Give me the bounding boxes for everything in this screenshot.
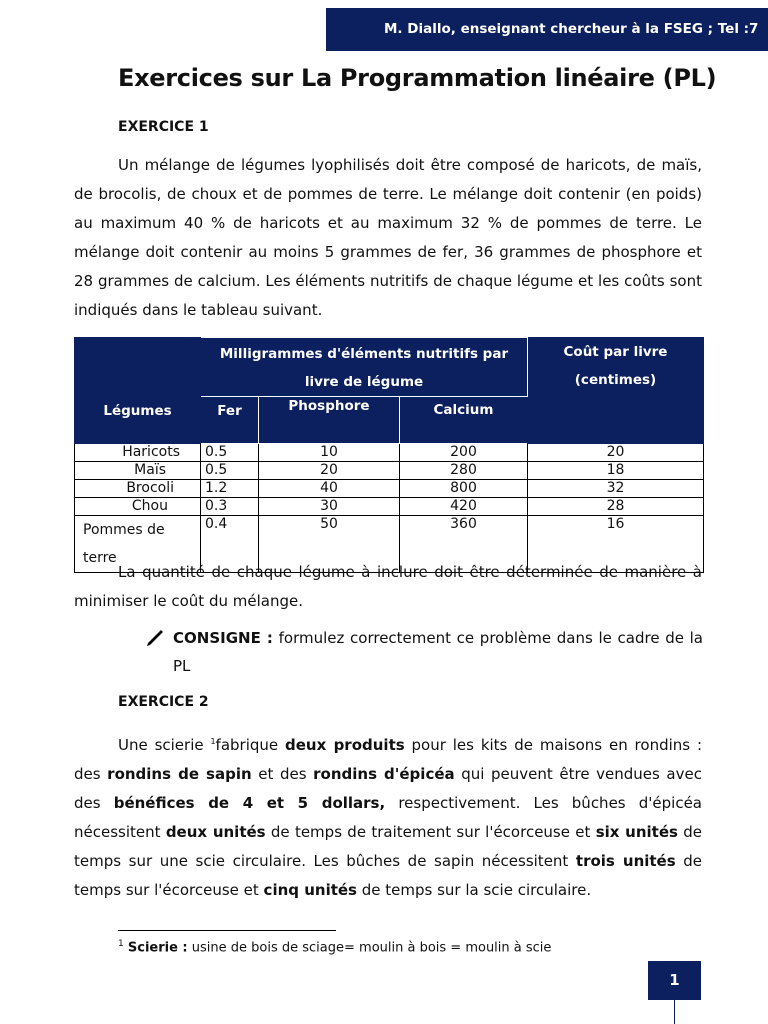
ex2-text-part: Une scierie <box>118 736 211 754</box>
phosphorus-value: 30 <box>259 498 400 516</box>
phosphorus-value: 50 <box>259 516 400 573</box>
ex2-text-part: de temps sur une scie circulaire. Les bûches de sapin nécessitent <box>74 823 702 870</box>
cost-value: 16 <box>528 516 704 573</box>
ex2-text-part: qui peuvent être vendues avec des <box>74 765 702 812</box>
page-title: Exercices sur La Programmation linéaire (PL) <box>118 64 717 92</box>
ex2-text-part: fabrique <box>215 736 285 754</box>
exercise-1-objective-text: La quantité de chaque légume à inclure doit être déterminée de manière à minimiser le coût du mélange. <box>74 563 702 610</box>
calcium-value: 420 <box>400 498 528 516</box>
calcium-value: 200 <box>400 444 528 462</box>
vegetable-name: Haricots <box>75 444 201 462</box>
cost-value: 20 <box>528 444 704 462</box>
ex2-text-part: de temps sur la scie circulaire. <box>357 881 592 899</box>
footnote-term: Scierie : <box>127 940 188 956</box>
vegetable-name: Chou <box>75 498 201 516</box>
ex2-bold-part: deux unités <box>165 823 266 841</box>
iron-value: 0.3 <box>201 498 259 516</box>
footnote-ref[interactable]: 1 <box>210 737 216 746</box>
iron-value: 1.2 <box>201 480 259 498</box>
table-row <box>75 444 704 462</box>
consigne-label: CONSIGNE : <box>173 629 273 647</box>
consigne-block <box>145 624 703 680</box>
ex2-text-part: de temps de traitement sur l'écorceuse et <box>265 823 596 841</box>
calcium-value: 360 <box>400 516 528 573</box>
page-number-rule <box>674 1000 675 1024</box>
iron-value: 0.5 <box>201 462 259 480</box>
ex2-bold-part: rondins d'épicéa <box>313 765 455 783</box>
calcium-value: 800 <box>400 480 528 498</box>
footnote-divider <box>118 930 336 931</box>
phosphorus-header: Phosphore <box>259 397 400 444</box>
ex2-bold-part: rondins de sapin <box>107 765 252 783</box>
page-number-box <box>648 961 701 1000</box>
exercise-1-objective <box>74 558 702 616</box>
phosphorus-value: 40 <box>259 480 400 498</box>
consigne-text: formulez correctement ce problème dans le cadre de la PL <box>173 629 703 675</box>
phosphorus-value: 10 <box>259 444 400 462</box>
header-blank-cell <box>75 338 201 397</box>
pencil-icon <box>145 627 165 647</box>
ex2-bold-part: bénéfices de 4 et 5 dollars, <box>113 794 386 812</box>
page-number: 1 <box>669 971 680 989</box>
ex2-text-part: et des <box>251 765 314 783</box>
ex2-bold-part: six unités <box>595 823 678 841</box>
consigne-text-block <box>173 624 703 680</box>
vegetable-name: Pommes de terre <box>75 516 201 573</box>
ex2-text-part: pour les kits de maisons en rondins : des <box>74 736 702 783</box>
ex2-text-part: respectivement. Les bûches d'épicéa nécessitent <box>74 794 702 841</box>
ex2-bold-part: trois unités <box>575 852 676 870</box>
table-row <box>75 498 704 516</box>
cost-value: 32 <box>528 480 704 498</box>
table-row <box>75 480 704 498</box>
iron-value: 0.4 <box>201 516 259 573</box>
calcium-header: Calcium <box>400 397 528 444</box>
ex2-bold-part: deux produits <box>285 736 405 754</box>
cost-value: 18 <box>528 462 704 480</box>
table-row <box>75 462 704 480</box>
exercise-1-intro-text: Un mélange de légumes lyophilisés doit être composé de haricots, de maïs, de brocolis, de choux et de pommes de terre. Le mélange doit contenir (en poids) au maximum 40 % de haricots et au maximum 32 % de pommes de terre. Le mélange doit contenir au moins 5 grammes de fer, 36 grammes de phosphore et 28 grammes de calcium. Les éléments nutritifs de chaque légume et les coûts sont indiqués dans le tableau suivant. <box>74 156 702 319</box>
vegetables-header: Légumes <box>75 397 201 444</box>
footnote-number: 1 <box>118 939 124 949</box>
ex2-text-part: de temps sur l'écorceuse et <box>74 852 703 899</box>
exercise-2-heading: EXERCICE 2 <box>118 694 209 710</box>
ex2-bold-part: cinq unités <box>263 881 357 899</box>
vegetable-name: Maïs <box>75 462 201 480</box>
calcium-value: 280 <box>400 462 528 480</box>
nutrients-table <box>74 337 704 573</box>
iron-value: 0.5 <box>201 444 259 462</box>
header-text: M. Diallo, enseignant chercheur à la FSEG ; Tel :7 <box>384 21 759 37</box>
exercise-1-intro <box>74 151 702 325</box>
footnote <box>118 939 551 955</box>
iron-header: Fer <box>201 397 259 444</box>
cost-header: Coût par livre (centimes) <box>528 338 704 444</box>
group-header: Milligrammes d'éléments nutritifs par livre de légume <box>201 338 528 397</box>
footnote-text: usine de bois de sciage= moulin à bois = moulin à scie <box>187 940 552 956</box>
exercise-1-heading: EXERCICE 1 <box>118 119 209 135</box>
header-banner <box>326 8 768 51</box>
vegetable-name: Brocoli <box>75 480 201 498</box>
cost-value: 28 <box>528 498 704 516</box>
exercise-2-text <box>74 727 702 905</box>
phosphorus-value: 20 <box>259 462 400 480</box>
